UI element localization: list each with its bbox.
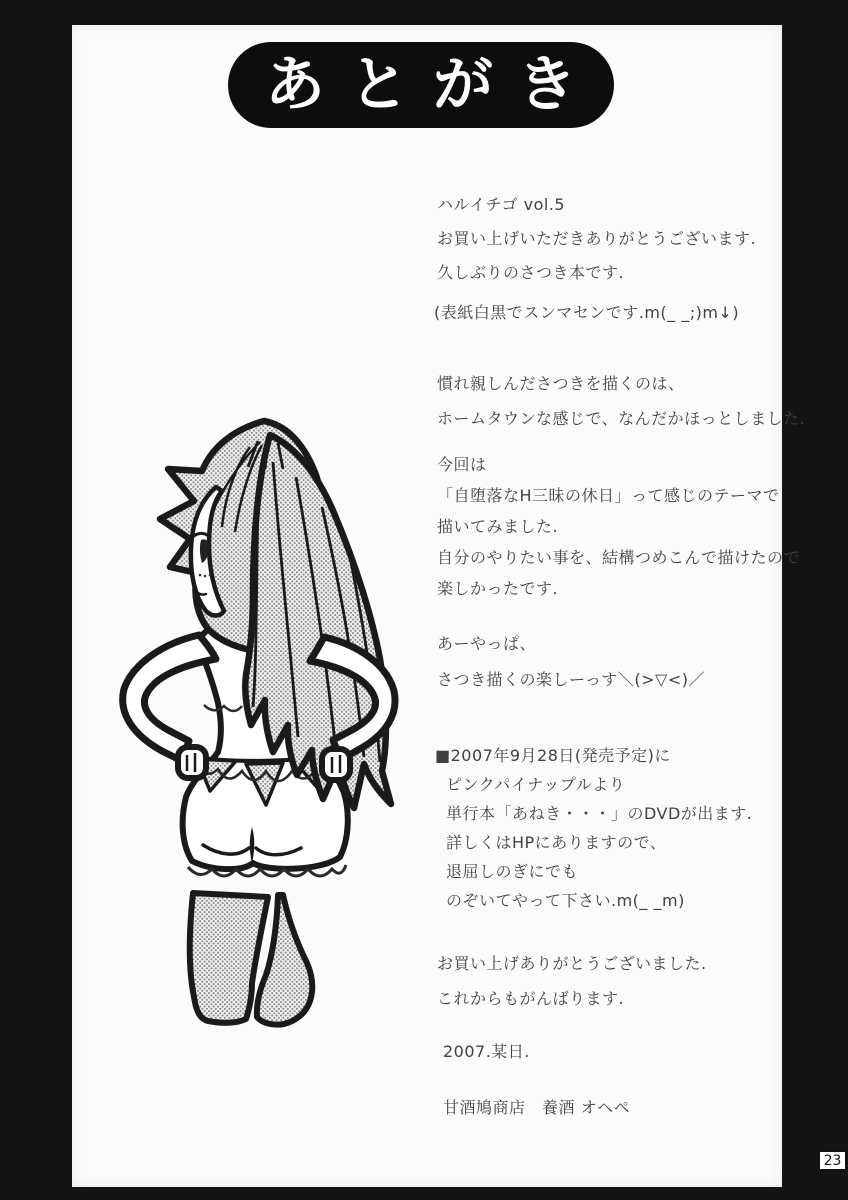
text-block-thanks <box>437 946 707 1016</box>
text-block-greeting <box>437 188 756 290</box>
text-block-hometown <box>437 366 805 436</box>
text-line: 甘酒鳩商店 養酒 オヘペ <box>443 1098 631 1117</box>
text-line: ピンクパイナップルより <box>446 775 626 794</box>
right-hand <box>322 749 350 780</box>
text-block-fun <box>437 626 705 698</box>
blush-dot <box>204 575 207 578</box>
text-line: 楽しかったです. <box>437 579 559 598</box>
text-line: 今回は <box>437 455 487 474</box>
text-line: ハルイチゴ vol.5 <box>437 195 566 214</box>
text-line: (表紙白黒でスンマセンです.m(_ _;)m↓) <box>434 303 740 322</box>
text-block-date <box>443 1037 530 1067</box>
text-block-credit <box>443 1093 630 1123</box>
page-title: あとがき <box>265 50 601 120</box>
text-block-dvd-announcement <box>435 741 752 915</box>
text-line: 2007.某日. <box>443 1042 530 1061</box>
text-line: あーやっぱ、 <box>437 634 537 653</box>
afterword-title-banner <box>228 42 614 128</box>
text-line: さつき描くの楽しーっす＼(>▽<)／ <box>437 670 705 689</box>
page-number: 23 <box>823 1152 842 1169</box>
text-line: 詳しくはHPにありますので、 <box>446 833 667 852</box>
left-hand <box>178 747 206 778</box>
page-number-box <box>818 1150 847 1171</box>
text-line: お買い上げありがとうございました. <box>437 954 707 973</box>
text-line: 退屈しのぎにでも <box>446 862 579 881</box>
text-line: 自分のやりたい事を、結構つめこんで描けたので <box>437 548 801 567</box>
text-block-theme <box>437 449 800 604</box>
scanned-page <box>72 25 806 1187</box>
text-line: ホームタウンな感じで、なんだかほっとしました. <box>437 409 806 428</box>
blush-dot <box>209 574 212 577</box>
text-line: 久しぶりのさつき本です. <box>437 263 625 282</box>
text-line: 描いてみました. <box>437 517 559 536</box>
text-block-cover-apology <box>434 298 739 328</box>
character-illustration <box>100 407 410 1047</box>
text-line: お買い上げいただきありがとうございます. <box>437 229 757 248</box>
left-arm <box>123 635 216 760</box>
text-line: 慣れ親しんださつきを描くのは、 <box>437 374 685 393</box>
text-line: これからもがんばります. <box>437 989 625 1008</box>
text-line: 「自堕落なH三昧の休日」って感じのテーマで <box>437 486 780 505</box>
text-line: ■2007年9月28日(発売予定)に <box>435 746 671 765</box>
text-line: のぞいてやって下さい.m(_ _m) <box>446 891 685 910</box>
blush-dot <box>199 574 202 577</box>
text-line: 単行本「あねき・・・」のDVDが出ます. <box>446 804 753 823</box>
